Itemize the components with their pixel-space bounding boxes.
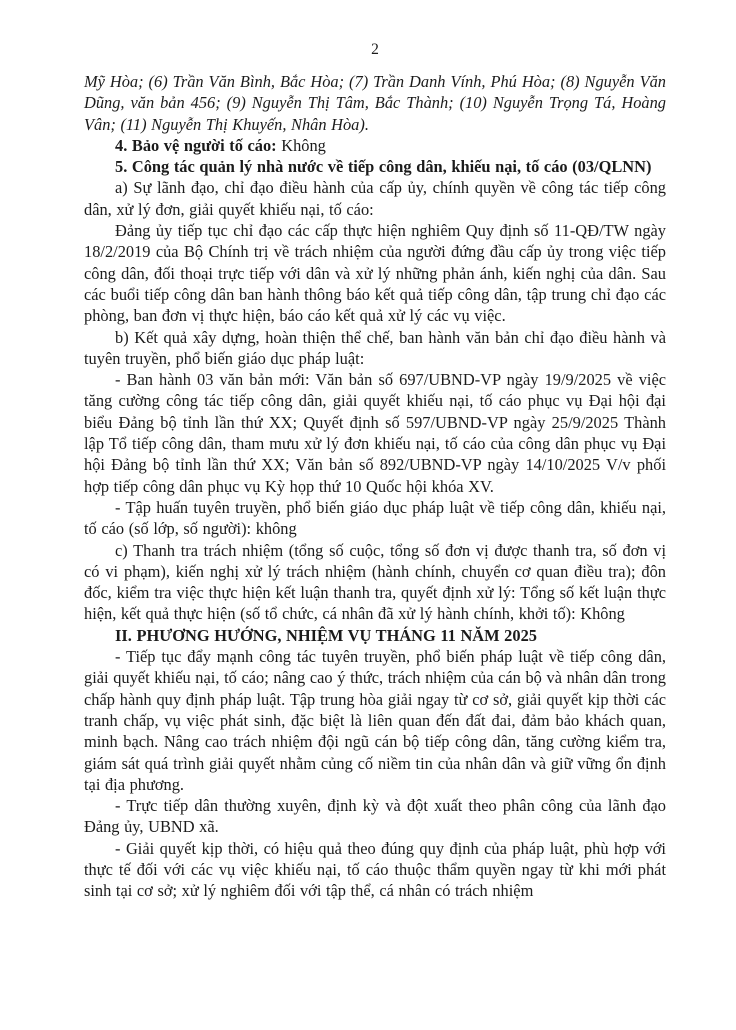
- paragraph: [84, 156, 666, 177]
- paragraph: [84, 135, 666, 156]
- text-run: b) Kết quả xây dựng, hoàn thiện thể chế, ban hành văn bản chỉ đạo điều hành và tuyên truyền, phổ biến giáo dục pháp luật:: [84, 327, 666, 368]
- paragraph: [84, 795, 666, 838]
- paragraph: [84, 625, 666, 646]
- paragraph: [84, 177, 666, 220]
- document-body: [84, 71, 666, 902]
- paragraph: [84, 327, 666, 370]
- text-run: c) Thanh tra trách nhiệm (tổng số cuộc, tổng số đơn vị được thanh tra, số đơn vị có vi phạm), kiến nghị xử lý trách nhiệm (hành chính, chuyển cơ quan điều tra); đôn đốc, kiểm tra việc thực hiện kết luận thanh tra, quyết định xử lý: Tổng số kết luận thực hiện, kết quả thực hiện (số tổ chức, cá nhân đã xử lý hành chính, khởi tố): Không: [84, 540, 666, 624]
- text-run: 4. Bảo vệ người tố cáo:: [115, 135, 282, 155]
- text-run: a) Sự lãnh đạo, chỉ đạo điều hành của cấp ủy, chính quyền về công tác tiếp công dân, xử lý đơn, giải quyết khiếu nại, tố cáo:: [84, 178, 666, 219]
- text-run: Không: [281, 135, 326, 155]
- text-run: - Tiếp tục đẩy mạnh công tác tuyên truyền, phổ biến pháp luật về tiếp công dân, giải quyết khiếu nại, tố cáo; nâng cao ý thức, trách nhiệm của cán bộ và nhân dân trong chấp hành quy định pháp luật. Tập trung hòa giải ngay từ cơ sở, giải quyết kịp thời các tranh chấp, vụ việc phát sinh, đặc biệt là liên quan đến đất đai, đảm bảo khách quan, minh bạch. Nâng cao trách nhiệm đội ngũ cán bộ tiếp công dân, tăng cường kiểm tra, giám sát quá trình giải quyết nhằm củng cố niềm tin của nhân dân và giữ vững ổn định tại địa phương.: [84, 647, 666, 794]
- text-run: II. PHƯƠNG HƯỚNG, NHIỆM VỤ THÁNG 11 NĂM 2025: [115, 625, 537, 645]
- paragraph: [84, 646, 666, 795]
- text-run: Đảng ủy tiếp tục chỉ đạo các cấp thực hiện nghiêm Quy định số 11-QĐ/TW ngày 18/2/2019 của Bộ Chính trị về trách nhiệm của người đứng đầu cấp ủy trong việc tiếp công dân, đối thoại trực tiếp với dân và xử lý những phản ánh, kiến nghị của dân. Sau các buổi tiếp công dân ban hành thông báo kết quả tiếp công dân, tập trung chỉ đạo các phòng, ban đơn vị thực hiện, báo cáo kết quả xử lý các vụ việc.: [84, 221, 666, 326]
- page-number: 2: [371, 41, 379, 58]
- text-run: - Trực tiếp dân thường xuyên, định kỳ và đột xuất theo phân công của lãnh đạo Đảng ủy, UBND xã.: [84, 796, 666, 837]
- paragraph: [84, 369, 666, 497]
- paragraph: [84, 838, 666, 902]
- text-run: - Tập huấn tuyên truyền, phổ biến giáo dục pháp luật về tiếp công dân, khiếu nại, tố cáo (số lớp, số người): không: [84, 497, 666, 539]
- paragraph: [84, 540, 666, 625]
- text-run: - Giải quyết kịp thời, có hiệu quả theo đúng quy định của pháp luật, phù hợp với thực tế đối với các vụ việc khiếu nại, tố cáo thuộc thẩm quyền ngay từ khi mới phát sinh tại cơ sở; xử lý nghiêm đối với tập thể, cá nhân có trách nhiệm: [84, 838, 666, 901]
- paragraph: [84, 220, 666, 326]
- paragraph: [84, 71, 666, 135]
- paragraph: [84, 497, 666, 540]
- text-run: 5. Công tác quản lý nhà nước về tiếp công dân, khiếu nại, tố cáo (03/QLNN): [115, 157, 652, 177]
- text-run: - Ban hành 03 văn bản mới: Văn bản số 697/UBND-VP ngày 19/9/2025 về việc tăng cường công tác tiếp công dân, giải quyết khiếu nại, tố cáo phục vụ Đại hội đại biểu Đảng bộ tỉnh lần thứ XX; Quyết định số 597/UBND-VP ngày 25/9/2025 Thành lập Tổ tiếp công dân, tham mưu xử lý đơn khiếu nại, tố cáo của công dân phục vụ Đại hội Đảng bộ tỉnh lần thứ XX; Văn bản số 892/UBND-VP ngày 14/10/2025 V/v phối hợp tiếp công dân phục vụ Kỳ họp thứ 10 Quốc hội khóa XV.: [84, 370, 666, 496]
- text-run: Mỹ Hòa; (6) Trần Văn Bình, Bắc Hòa; (7) Trần Danh Vính, Phú Hòa; (8) Nguyễn Văn Dũng, văn bản 456; (9) Nguyễn Thị Tâm, Bắc Thành; (10) Nguyễn Trọng Tá, Hoàng Vân; (11) Nguyễn Thị Khuyến, Nhân Hòa).: [84, 72, 666, 134]
